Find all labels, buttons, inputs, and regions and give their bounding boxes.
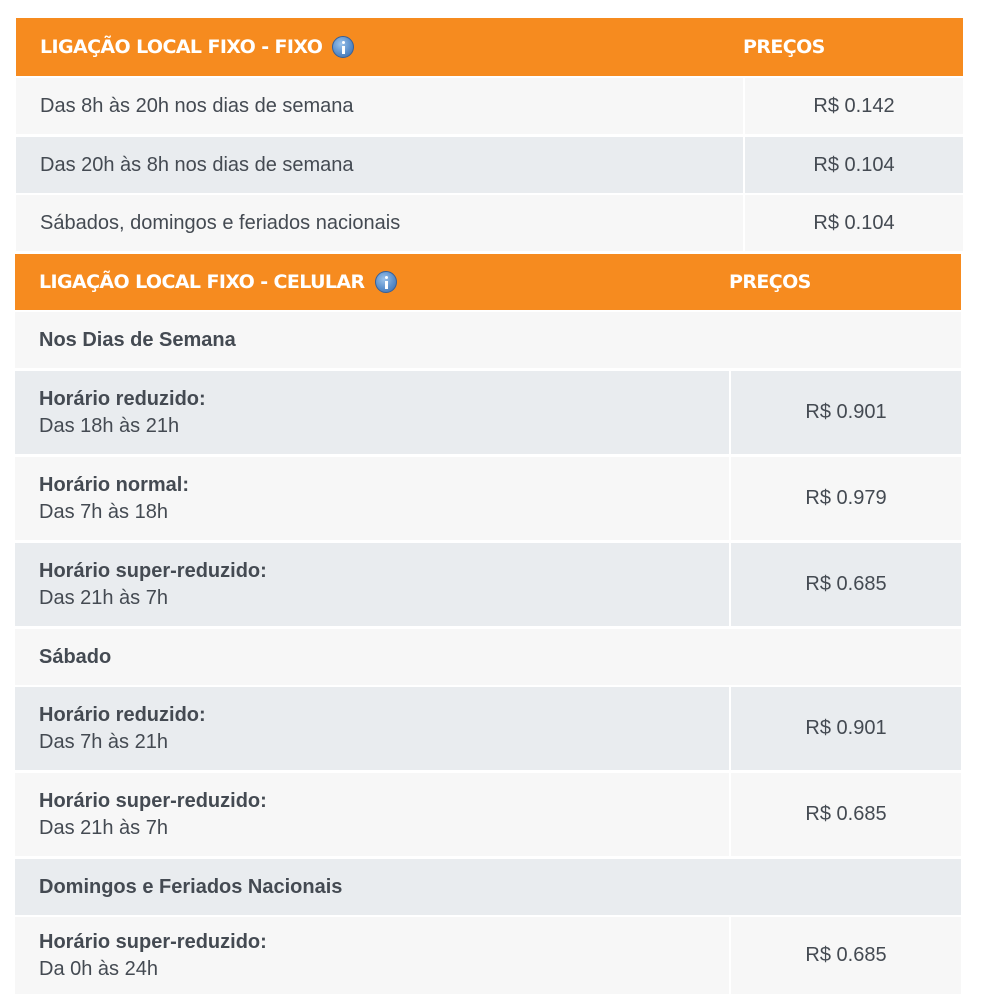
table-row — [15, 687, 961, 770]
table-row — [15, 543, 961, 626]
header-price: PREÇOS — [743, 18, 963, 76]
header-title: LIGAÇÃO LOCAL FIXO - FIXO — [40, 36, 323, 58]
rate-hours: Das 18h às 21h — [39, 414, 180, 437]
period-cell: Sábados, domingos e feriados nacionais — [16, 195, 743, 251]
price-cell: R$ 0.104 — [743, 195, 963, 251]
section-heading-row — [15, 859, 961, 915]
section-heading-row — [15, 312, 961, 368]
section-heading: Nos Dias de Semana — [15, 312, 961, 368]
period-cell — [15, 371, 729, 454]
period-cell — [15, 773, 729, 856]
price-cell: R$ 0.685 — [729, 917, 961, 994]
header-price: PREÇOS — [729, 254, 961, 310]
table-row — [16, 137, 963, 193]
info-icon[interactable] — [375, 271, 397, 293]
period-cell: Das 20h às 8h nos dias de semana — [16, 137, 743, 193]
period-cell — [15, 917, 729, 994]
price-cell: R$ 0.142 — [743, 78, 963, 134]
header-title-cell — [16, 18, 743, 76]
table-fixo-fixo — [16, 18, 963, 252]
rate-hours: Da 0h às 24h — [39, 957, 158, 980]
price-cell: R$ 0.685 — [729, 543, 961, 626]
header-title-cell — [15, 254, 729, 310]
period-cell — [15, 687, 729, 770]
table-row — [16, 78, 963, 134]
rate-label: Horário reduzido: — [39, 703, 206, 726]
rate-hours: Das 21h às 7h — [39, 816, 168, 839]
rate-label: Horário super-reduzido: — [39, 789, 267, 812]
section-heading: Sábado — [15, 629, 961, 685]
table-row — [15, 457, 961, 540]
price-cell: R$ 0.979 — [729, 457, 961, 540]
table-row — [15, 773, 961, 856]
info-icon[interactable] — [332, 36, 354, 58]
rate-label: Horário normal: — [39, 473, 190, 496]
table-header — [15, 254, 961, 310]
table-row — [16, 195, 963, 251]
rate-hours: Das 7h às 21h — [39, 730, 168, 753]
header-title-wrap — [15, 271, 397, 293]
table-fixo-celular — [15, 254, 961, 994]
rate-label: Horário super-reduzido: — [39, 930, 267, 953]
rate-label: Horário reduzido: — [39, 387, 206, 410]
rate-label: Horário super-reduzido: — [39, 559, 267, 582]
price-cell: R$ 0.685 — [729, 773, 961, 856]
price-cell: R$ 0.901 — [729, 371, 961, 454]
header-title-wrap — [16, 36, 354, 58]
section-heading-row — [15, 629, 961, 685]
price-cell: R$ 0.901 — [729, 687, 961, 770]
period-cell — [15, 457, 729, 540]
table-row — [15, 917, 961, 994]
rate-hours: Das 21h às 7h — [39, 586, 168, 609]
header-title: LIGAÇÃO LOCAL FIXO - CELULAR — [39, 271, 365, 293]
period-cell — [15, 543, 729, 626]
table-row — [15, 371, 961, 454]
price-cell: R$ 0.104 — [743, 137, 963, 193]
table-header — [16, 18, 963, 76]
rate-hours: Das 7h às 18h — [39, 500, 168, 523]
section-heading: Domingos e Feriados Nacionais — [15, 859, 961, 915]
period-cell: Das 8h às 20h nos dias de semana — [16, 78, 743, 134]
